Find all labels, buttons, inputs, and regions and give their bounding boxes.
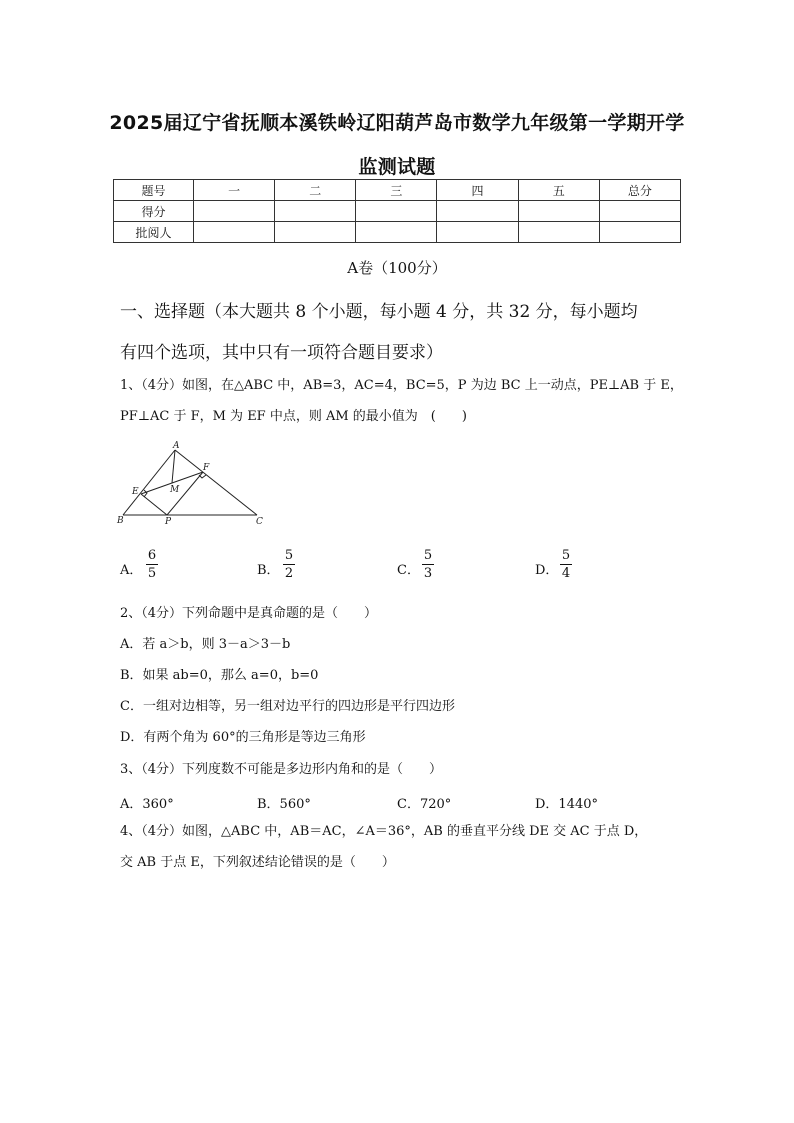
fraction-denominator: 4 (561, 566, 571, 581)
q1-option-b-fraction (282, 547, 296, 582)
fraction-denominator: 2 (284, 566, 294, 581)
q1-option-c-fraction (421, 547, 435, 582)
score-cell[interactable] (275, 201, 356, 222)
score-cell[interactable] (437, 201, 518, 222)
segment-pe (141, 494, 167, 515)
score-header-cell: 二 (275, 180, 356, 201)
q2-option-b[interactable]: B．如果 ab=0，那么 a=0，b=0 (120, 668, 319, 683)
question-1-figure (115, 440, 275, 530)
reviewer-cell[interactable] (599, 222, 680, 243)
score-header-cell: 一 (194, 180, 275, 201)
volume-label: A卷（100分） (347, 259, 447, 277)
score-header-cell: 三 (356, 180, 437, 201)
section-heading-line2: 有四个选项，其中只有一项符合题目要求） (120, 343, 443, 363)
label-f: F (203, 463, 210, 473)
q3-option-b[interactable]: B．560° (257, 797, 311, 812)
q1-option-c-letter[interactable]: C． (397, 563, 420, 578)
side-ac (175, 450, 257, 515)
q2-option-c[interactable]: C．一组对边相等，另一组对边平行的四边形是平行四边形 (120, 699, 455, 714)
score-cell[interactable] (599, 201, 680, 222)
score-cell[interactable] (356, 201, 437, 222)
score-header-cell: 五 (518, 180, 599, 201)
question-3-stem: 3、（4分）下列度数不可能是多边形内角和的是（ ） (120, 762, 443, 777)
score-row-label: 得分 (114, 201, 194, 222)
score-header-cell: 四 (437, 180, 518, 201)
fraction-denominator: 5 (147, 566, 157, 581)
question-1-line1: 1、（4分）如图，在△ABC 中，AB=3，AC=4，BC=5，P 为边 BC 上一动点，PE⊥AB 于 E， (120, 378, 683, 393)
document-title-line2: 监测试题 (358, 156, 436, 178)
fraction-numerator: 5 (561, 548, 571, 563)
reviewer-cell[interactable] (194, 222, 275, 243)
question-4-line1: 4、（4分）如图，△ABC 中，AB＝AC，∠A＝36°，AB 的垂直平分线 DE 交 AC 于点 D， (120, 824, 648, 839)
q1-option-d-fraction (559, 547, 573, 582)
score-table-row-reviewer (114, 222, 681, 243)
score-cell[interactable] (518, 201, 599, 222)
reviewer-cell[interactable] (437, 222, 518, 243)
reviewer-cell[interactable] (518, 222, 599, 243)
fraction-denominator: 3 (423, 566, 433, 581)
label-b: B (117, 516, 124, 526)
side-ab (123, 450, 175, 515)
fraction-numerator: 5 (423, 548, 433, 563)
q3-option-c[interactable]: C．720° (397, 797, 452, 812)
label-p: P (165, 517, 172, 527)
question-4-line2: 交 AB 于点 E，下列叙述结论错误的是（ ） (120, 855, 395, 870)
reviewer-cell[interactable] (356, 222, 437, 243)
q1-option-a-fraction (145, 547, 159, 582)
score-table-header-row (114, 180, 681, 201)
label-a: A (173, 441, 180, 451)
score-table-row-score (114, 201, 681, 222)
q1-option-b-letter[interactable]: B． (257, 563, 280, 578)
segment-am (172, 450, 175, 483)
question-2-stem: 2、（4分）下列命题中是真命题的是（ ） (120, 606, 378, 621)
q1-option-a-letter[interactable]: A． (120, 563, 143, 578)
fraction-numerator: 5 (284, 548, 294, 563)
question-1-line2: PF⊥AC 于 F，M 为 EF 中点，则 AM 的最小值为 ( ) (120, 409, 467, 424)
right-angle-mark-e (144, 490, 147, 497)
q3-option-d[interactable]: D．1440° (535, 797, 599, 812)
q1-option-d-letter[interactable]: D． (535, 563, 559, 578)
right-angle-mark-f (199, 475, 206, 478)
score-header-cell: 总分 (599, 180, 680, 201)
fraction-numerator: 6 (147, 548, 157, 563)
q2-option-d[interactable]: D．有两个角为 60°的三角形是等边三角形 (120, 730, 366, 745)
label-c: C (256, 517, 263, 527)
score-row-label: 批阅人 (114, 222, 194, 243)
score-cell[interactable] (194, 201, 275, 222)
label-e: E (132, 487, 139, 497)
score-header-cell: 题号 (114, 180, 194, 201)
score-table (113, 179, 681, 243)
section-heading-line1: 一、选择题（本大题共 8 个小题，每小题 4 分，共 32 分，每小题均 (120, 302, 638, 322)
label-m: M (170, 485, 180, 495)
q2-option-a[interactable]: A．若 a＞b，则 3－a＞3－b (120, 637, 291, 652)
document-title-line1: 2025届辽宁省抚顺本溪铁岭辽阳葫芦岛市数学九年级第一学期开学 (109, 112, 685, 134)
reviewer-cell[interactable] (275, 222, 356, 243)
q3-option-a[interactable]: A．360° (120, 797, 174, 812)
